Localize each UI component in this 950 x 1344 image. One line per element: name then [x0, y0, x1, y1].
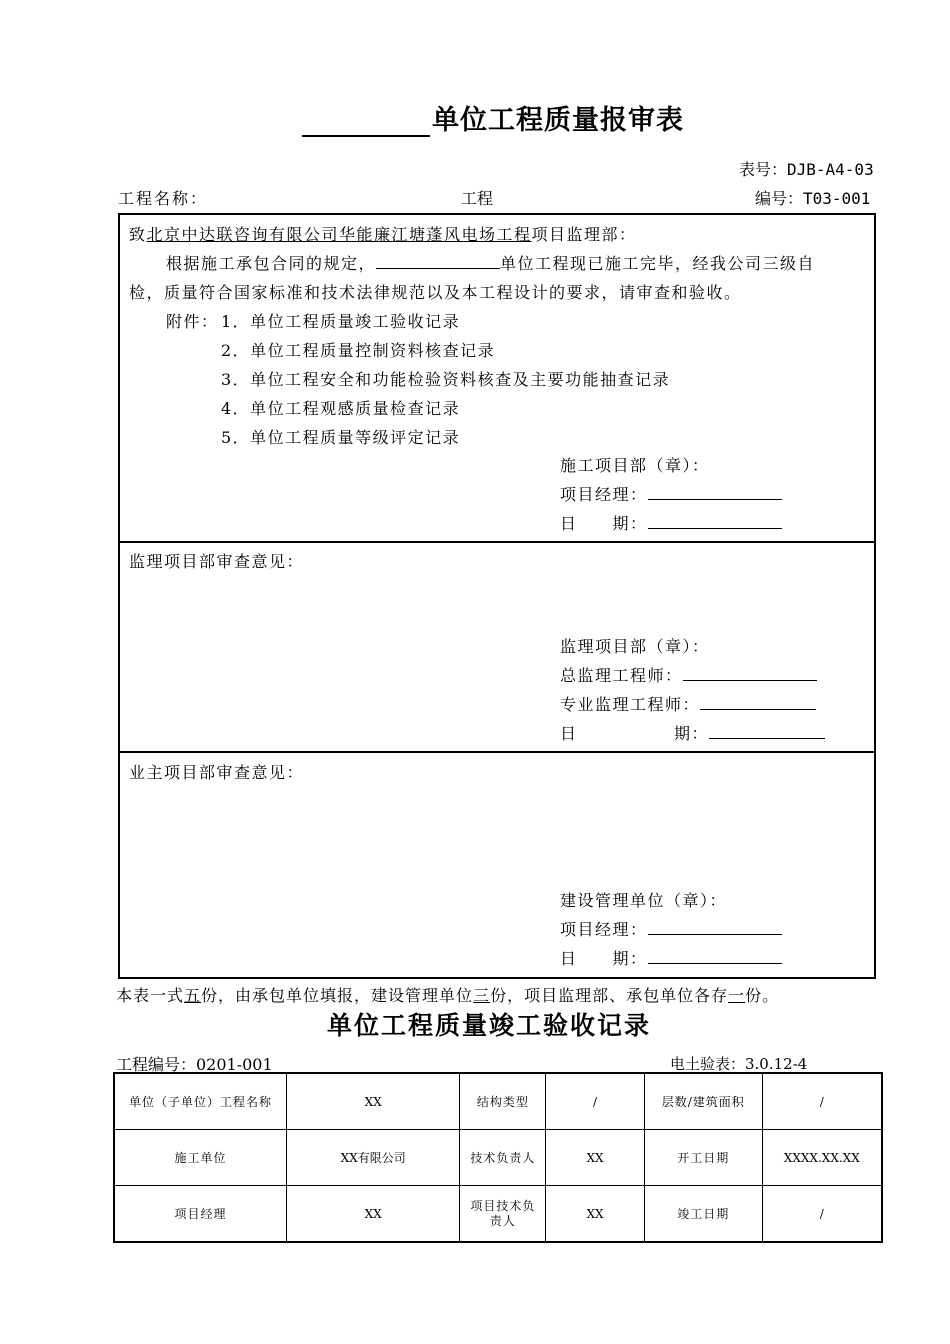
contractor-date-row: 日 期： [560, 511, 782, 534]
table-cell: 项目技术负责人 [460, 1186, 546, 1243]
owner-date-field[interactable] [648, 947, 782, 964]
unit-project-blank[interactable] [376, 252, 500, 269]
title-blank[interactable] [302, 107, 430, 137]
body-line-2: 检，质量符合国家标准和技术法律规范以及本工程设计的要求，请审查和验收。 [129, 283, 742, 302]
owner-manager-field[interactable] [648, 918, 782, 935]
contractor-seal: 施工项目部（章）： [560, 456, 710, 475]
supervision-date-label-a: 日 [560, 724, 578, 743]
serial-number: 编号：T03-001 [755, 189, 871, 208]
attachments-label: 附件： [166, 312, 219, 331]
owner-manager-row: 项目经理： [560, 917, 782, 940]
body-line-1: 根据施工承包合同的规定， 单位工程现已施工完毕，经我公司三级自 [166, 254, 816, 273]
table-cell: 层数/建筑面积 [644, 1073, 762, 1130]
table-cell: 单位（子单位）工程名称 [114, 1073, 286, 1130]
table-cell[interactable]: / [546, 1073, 645, 1130]
specialist-engineer-row: 专业监理工程师： [560, 692, 816, 715]
table-row [114, 1073, 882, 1130]
owner-opinion-label: 业主项目部审查意见： [129, 763, 305, 782]
chief-engineer-field[interactable] [683, 664, 817, 681]
attachment-item: 4．单位工程观感质量检查记录 [221, 399, 461, 418]
form-number: 表号：DJB-A4-03 [739, 160, 874, 179]
supervision-opinion-label: 监理项目部审查意见： [129, 552, 305, 571]
table-cell[interactable]: / [762, 1186, 882, 1243]
form1-title: 单位工程质量报审表 [302, 98, 684, 137]
contractor-manager-row: 项目经理： [560, 482, 782, 505]
attachment-item: 1．单位工程质量竣工验收记录 [221, 312, 461, 331]
acceptance-table [113, 1072, 883, 1243]
specialist-engineer-field[interactable] [700, 693, 816, 710]
project-suffix: 工程 [461, 189, 494, 208]
supervision-date-row: 期： [674, 721, 825, 744]
contractor-date-field[interactable] [648, 512, 782, 529]
table-cell[interactable]: / [762, 1073, 882, 1130]
supervision-date-field[interactable] [709, 722, 825, 739]
table-row [114, 1186, 882, 1243]
table-cell[interactable]: XX [546, 1130, 645, 1186]
copies-footnote: 本表一式五份，由承包单位填报，建设管理单位三份，项目监理部、承包单位各存一份。 [116, 986, 780, 1005]
attachment-item: 2．单位工程质量控制资料核查记录 [221, 341, 496, 360]
table-cell: 技术负责人 [460, 1130, 546, 1186]
table-row [114, 1130, 882, 1186]
supervision-seal: 监理项目部（章）： [560, 637, 710, 656]
chief-engineer-row: 总监理工程师： [560, 663, 817, 686]
attachment-item: 5．单位工程质量等级评定记录 [221, 428, 461, 447]
attachment-item: 3．单位工程安全和功能检验资料核查及主要功能抽查记录 [221, 370, 671, 389]
table-cell: 结构类型 [460, 1073, 546, 1130]
addressee-line: 致北京中达联咨询有限公司华能廉江塘蓬风电场工程项目监理部： [129, 225, 637, 244]
table-cell: 项目经理 [114, 1186, 286, 1243]
table-reference: 电土验表：3.0.12-4 [670, 1055, 808, 1073]
project-number: 工程编号：0201-001 [116, 1055, 273, 1074]
table-cell: 开工日期 [644, 1130, 762, 1186]
owner-seal: 建设管理单位（章）： [560, 891, 728, 910]
table-cell[interactable]: XX有限公司 [286, 1130, 459, 1186]
project-name-label: 工程名称： [118, 189, 209, 208]
form2-title: 单位工程质量竣工验收记录 [327, 1011, 652, 1040]
table-cell: 竣工日期 [644, 1186, 762, 1243]
table-cell[interactable]: XX [286, 1073, 459, 1130]
addressee-name: 北京中达联咨询有限公司华能廉江塘蓬风电场工程 [146, 225, 532, 244]
owner-section [118, 751, 876, 979]
contractor-manager-field[interactable] [648, 483, 782, 500]
table-cell[interactable]: XX [546, 1186, 645, 1243]
table-cell[interactable]: XXXX.XX.XX [762, 1130, 882, 1186]
table-cell[interactable]: XX [286, 1186, 459, 1243]
owner-date-row: 日 期： [560, 946, 782, 969]
table-cell: 施工单位 [114, 1130, 286, 1186]
